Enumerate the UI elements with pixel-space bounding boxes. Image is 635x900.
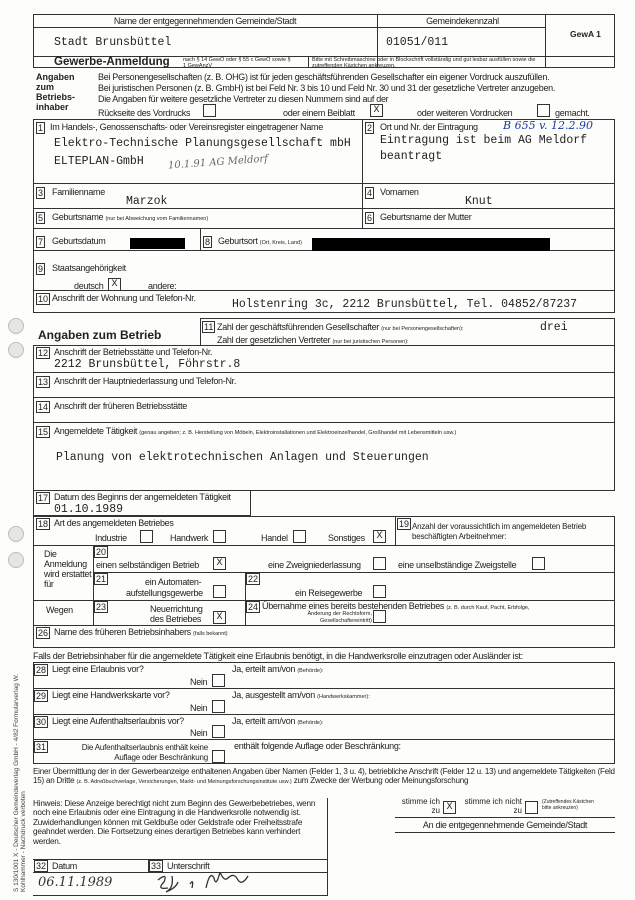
gemacht-label: gemacht. bbox=[555, 108, 590, 118]
field-1-value-2[interactable]: ELTEPLAN-GmbH bbox=[54, 155, 144, 168]
field-22-label: ein Reisegewerbe bbox=[295, 588, 363, 598]
sonstiges-label: Sonstiges bbox=[328, 533, 365, 543]
stimme-nicht-checkbox[interactable] bbox=[525, 801, 538, 814]
field-32-label: Datum bbox=[52, 861, 78, 871]
handwerk-checkbox[interactable] bbox=[213, 530, 226, 543]
field-13-label: Anschrift der Hauptniederlassung und Telefon-Nr. bbox=[54, 376, 237, 386]
unselbst-label: eine unselbständige Zweigstelle bbox=[398, 560, 517, 570]
form-code: GewA 1 bbox=[570, 29, 601, 39]
field-30-note: (Behörde): bbox=[297, 720, 324, 726]
field-21-label-2: aufstellungsgewerbe bbox=[126, 588, 203, 598]
field-number: 18 bbox=[38, 519, 49, 529]
handwerkskarte-nein-checkbox[interactable] bbox=[212, 700, 225, 713]
field-2-label: Ort und Nr. der Eintragung bbox=[380, 122, 478, 132]
field-number: 8 bbox=[205, 237, 211, 247]
field-15-note: (genau angeben; z. B. Herstellung von Möbeln, Elektroinstallationen und Elektroeinzelhandel, Großhandel mit Lebensmitteln usw.) bbox=[139, 430, 457, 436]
field-29-label: Liegt eine Handwerkskarte vor? bbox=[52, 690, 170, 700]
opt-rueckseite-label: Rückseite des Vordrucks bbox=[98, 108, 191, 118]
selbst-label: einen selbständigen Betrieb bbox=[96, 560, 199, 570]
nein-label: Nein bbox=[190, 703, 208, 713]
erlaubnis-nein-checkbox[interactable] bbox=[212, 674, 225, 687]
field-11-label-2: Zahl der gesetzlichen Vertreter bbox=[217, 335, 331, 345]
field-11-note-2: (nur bei juristischen Personen): bbox=[332, 339, 409, 345]
field-number: 14 bbox=[38, 402, 49, 412]
nein-label: Nein bbox=[190, 677, 208, 687]
field-11-label-1: Zahl der geschäftsführenden Gesellschafter bbox=[217, 322, 379, 332]
punch-hole bbox=[8, 552, 24, 568]
form-title: Gewerbe-Anmeldung bbox=[54, 56, 170, 68]
field-33-label: Unterschrift bbox=[167, 861, 210, 871]
field-7-label: Geburtsdatum bbox=[52, 236, 106, 246]
field-number: 22 bbox=[248, 574, 259, 584]
owner-instruction-2: Bei juristischen Personen (z. B. GmbH) ist bei Feld Nr. 3 bis 10 und Feld Nr. 30 und 31 der gesetzliche Vertreter anzugeben. bbox=[98, 83, 556, 93]
consent-text bbox=[33, 767, 615, 787]
gemeinde-label: Name der entgegennehmenden Gemeinde/Stadt bbox=[113, 16, 297, 26]
field-12-label: Anschrift der Betriebsstätte und Telefon-Nr. bbox=[54, 347, 213, 357]
instructions: Bitte mit Schreibmaschine oder in Blockschrift vollständig und gut lesbar ausfüllen sowie die zutreffenden Kästchen ankreuzen. bbox=[312, 57, 536, 69]
field-26-label: Name des früheren Betriebsinhabers bbox=[54, 627, 191, 637]
field-5-label: Geburtsname bbox=[52, 212, 104, 222]
field-15-value[interactable]: Planung von elektrotechnischen Anlagen und Steuerungen bbox=[56, 451, 429, 464]
field-3-label: Familienname bbox=[52, 187, 105, 197]
reisegewerbe-checkbox[interactable] bbox=[373, 585, 386, 598]
nein-label: Nein bbox=[190, 728, 208, 738]
field-number: 26 bbox=[38, 628, 49, 638]
kennzahl-label: Gemeindekennzahl bbox=[426, 16, 499, 26]
field-30-label: Liegt eine Aufenthaltserlaubnis vor? bbox=[52, 716, 184, 726]
field-32-value[interactable]: 06.11.1989 bbox=[38, 875, 113, 890]
field-19-label-1: Anzahl der voraussichtlich im angemeldeten Betrieb bbox=[412, 522, 587, 531]
field-11-value[interactable]: drei bbox=[540, 321, 568, 334]
consent-line-2a: Tätigkeiten (Feld 15) an Dritte bbox=[33, 767, 615, 785]
field-number: 21 bbox=[96, 574, 107, 584]
field-24-note-2: Änderung der Rechtsform, bbox=[307, 611, 372, 617]
permit-intro: Falls der Betriebsinhaber für die angemeldete Tätigkeit eine Erlaubnis benötigt, in die Handwerksrolle einzutragen oder Ausländer ist: bbox=[33, 651, 523, 661]
industrie-label: Industrie bbox=[95, 533, 127, 543]
consent-note: (Zutreffendes Kästchen bitte ankreuzen) bbox=[542, 799, 594, 811]
field-10-label: Anschrift der Wohnung und Telefon-Nr. bbox=[52, 293, 196, 303]
field-number: 19 bbox=[399, 519, 410, 529]
stimme-nicht-label: stimme ich nicht zu bbox=[464, 797, 522, 815]
keine-auflage-checkbox[interactable] bbox=[212, 750, 225, 763]
field-number: 11 bbox=[204, 322, 214, 332]
field-number: 24 bbox=[248, 602, 259, 612]
field-number: 13 bbox=[38, 377, 49, 387]
field-11-note-1: (nur bei Personengesellschaften): bbox=[381, 326, 464, 332]
field-21-label-1: ein Automaten- bbox=[145, 577, 202, 587]
field-number: 30 bbox=[36, 717, 47, 727]
field-3-value[interactable]: Marzok bbox=[126, 195, 168, 208]
legal-basis: nach § 14 GewO oder § 55 c GewO sowie § 1 GewAnzV bbox=[183, 57, 291, 69]
field-number: 33 bbox=[151, 861, 162, 871]
field-29-ja: Ja, ausgestellt am/von bbox=[232, 690, 315, 700]
field-number: 23 bbox=[96, 602, 107, 612]
field-6-label: Geburtsname der Mutter bbox=[380, 212, 472, 222]
rueckseite-checkbox[interactable] bbox=[203, 104, 216, 117]
field-number: 17 bbox=[38, 493, 49, 503]
betrieb-heading: Angaben zum Betrieb bbox=[38, 328, 162, 342]
stimme-zu-checkbox[interactable]: X bbox=[443, 801, 456, 814]
field-2-value-1[interactable]: Eintragung ist beim AG Meldorf bbox=[380, 134, 588, 147]
field-number: 9 bbox=[38, 264, 44, 274]
field-17-label: Datum des Beginns der angemeldeten Tätigkeit bbox=[54, 492, 231, 502]
field-1-handwritten-note: 10.1.91 AG Meldorf bbox=[167, 153, 269, 172]
field-24-note: (z. B. durch Kauf, Pacht, Erbfolge, bbox=[446, 605, 530, 611]
punch-hole bbox=[8, 318, 24, 334]
field-10-value[interactable]: Holstenring 3c, 2212 Brunsbüttel, Tel. 04852/87237 bbox=[232, 298, 578, 311]
field-number: 6 bbox=[367, 213, 373, 223]
field-1-label: Im Handels-, Genossenschafts- oder Vereinsregister eingetragener Name bbox=[50, 122, 323, 132]
field-24-label: Übernahme eines bereits bestehenden Betriebes bbox=[262, 601, 445, 611]
consent-line-2-note: (z. B. Adreßbuchverlage, Versicherungen, Markt- und Meinungsforschungsinstitute usw.) bbox=[76, 779, 292, 785]
aufenthalt-nein-checkbox[interactable] bbox=[212, 725, 225, 738]
field-17-value[interactable]: 01.10.1989 bbox=[54, 503, 124, 516]
signature bbox=[150, 872, 280, 896]
field-number: 28 bbox=[36, 665, 47, 675]
addressee-label: An die entgegennehmende Gemeinde/Stadt bbox=[422, 820, 588, 830]
field-5-note: (nur bei Abweichung vom Familiennamen) bbox=[105, 216, 209, 222]
side-imprint: S 130/1001 X - Deutscher Gemeindeverlag GmbH - 4/82 Formularverlag W. Kohlhammer - Nachdruck verboten bbox=[13, 673, 27, 892]
field-30-ja: Ja, erteilt am/von bbox=[232, 716, 296, 726]
stimme-zu-label: stimme ich zu bbox=[401, 797, 440, 815]
deutsch-label: deutsch bbox=[74, 281, 104, 291]
redacted-birthplace bbox=[312, 238, 550, 251]
field-24-note-3: Gesellschaftereintritt) bbox=[320, 618, 372, 624]
field-number: 15 bbox=[38, 427, 49, 437]
field-14-label: Anschrift der früheren Betriebsstätte bbox=[54, 401, 187, 411]
redacted-birthdate bbox=[130, 238, 185, 249]
punch-hole bbox=[8, 342, 24, 358]
field-28-ja: Ja, erteilt am/von bbox=[232, 664, 296, 674]
sonstiges-checkbox[interactable]: X bbox=[373, 530, 386, 543]
weitere-checkbox[interactable] bbox=[537, 104, 550, 117]
consent-line-2b: zum Zwecke der Werbung oder Meinungsforschung bbox=[293, 776, 469, 785]
field-23-label-1: Neuerrichtung bbox=[150, 604, 203, 614]
notice-text: Hinweis: Diese Anzeige berechtigt nicht zum Beginn des Gewerbebetriebes, wenn noch eine Erlaubnis oder eine Eintragung in die Handwerksrolle notwendig ist. Zuwiderhandlungen können mit Geldbuße oder Geldstrafe oder Freiheitsstrafe geahndet werden. Die Fortsetzung eines derartigen Betriebes kann verhindert werden. bbox=[33, 799, 316, 846]
handel-label: Handel bbox=[261, 533, 288, 543]
automaten-checkbox[interactable] bbox=[213, 585, 226, 598]
field-number: 2 bbox=[367, 123, 373, 133]
deutsch-checkbox[interactable]: X bbox=[108, 278, 121, 291]
owner-heading: Angaben zum Betriebs-inhaber bbox=[36, 72, 76, 112]
zweigniederlassung-checkbox[interactable] bbox=[373, 557, 386, 570]
field-26-note: (falls bekannt) bbox=[193, 631, 228, 637]
consent-line-1: Einer Übermittlung der in der Gewerbeanzeige enthaltenen Angaben über Namen (Felder 1, 3 u. 4), betriebliche Anschrift (Felder 12 u. 13) und angemeldete bbox=[33, 767, 557, 776]
field-number: 1 bbox=[38, 123, 44, 133]
opt-beiblatt-label: oder einem Beiblatt bbox=[283, 108, 355, 118]
field-number: 5 bbox=[38, 213, 44, 223]
field-number: 31 bbox=[36, 742, 47, 752]
field-number: 4 bbox=[367, 188, 373, 198]
field-number: 12 bbox=[38, 348, 49, 358]
field-31-right-label: enthält folgende Auflage oder Beschränkung: bbox=[234, 741, 401, 751]
zweigniederlassung-label: eine Zweigniederlassung bbox=[268, 560, 361, 570]
neuerrichtung-checkbox[interactable]: X bbox=[213, 611, 226, 624]
unselbst-checkbox[interactable] bbox=[532, 557, 545, 570]
owner-instruction-3: Die Angaben für weitere gesetzliche Vertreter zu diesen Nummern sind auf der bbox=[98, 94, 389, 104]
field-8-label: Geburtsort bbox=[218, 236, 258, 246]
opt-weitere-label: oder weiteren Vordrucken bbox=[417, 108, 513, 118]
field-number: 20 bbox=[96, 547, 107, 557]
field-4-value[interactable]: Knut bbox=[465, 195, 493, 208]
field-number: 32 bbox=[36, 861, 47, 871]
field-number: 7 bbox=[38, 237, 44, 247]
owner-instruction-1: Bei Personengesellschaften (z. B. OHG) ist für jeden geschäftsführenden Gesellschafter ein eigener Vordruck auszufüllen. bbox=[98, 72, 550, 82]
field-number: 29 bbox=[36, 691, 47, 701]
punch-hole bbox=[8, 526, 24, 542]
field-29-note: (Handwerkskammer): bbox=[317, 694, 370, 700]
uebernahme-checkbox[interactable] bbox=[373, 610, 386, 623]
andere-label: andere: bbox=[148, 281, 177, 291]
industrie-checkbox[interactable] bbox=[140, 530, 153, 543]
field-23-label-2: des Betriebes bbox=[150, 614, 202, 624]
wegen-label: Wegen bbox=[46, 605, 73, 615]
field-28-label: Liegt eine Erlaubnis vor? bbox=[52, 664, 144, 674]
field-number: 3 bbox=[38, 188, 44, 198]
field-15-label: Angemeldete Tätigkeit bbox=[54, 426, 138, 436]
handel-checkbox[interactable] bbox=[293, 530, 306, 543]
field-2-handwritten-note: B 655 v. 12.2.90 bbox=[503, 119, 593, 132]
field-28-note: (Behörde): bbox=[297, 668, 324, 674]
field-31-label-1: Die Aufenthaltserlaubnis enthält keine bbox=[81, 743, 208, 752]
field-1-value-1[interactable]: Elektro-Technische Planungsgesellschaft mbH bbox=[54, 137, 351, 150]
anmeldung-label: Die Anmeldung wird erstattet für bbox=[44, 549, 92, 589]
field-2-value-2[interactable]: beantragt bbox=[380, 150, 443, 163]
field-12-value[interactable]: 2212 Brunsbüttel, Föhrstr.8 bbox=[54, 358, 241, 371]
field-8-note: (Ort, Kreis, Land) bbox=[259, 240, 302, 246]
field-18-label: Art des angemeldeten Betriebes bbox=[54, 518, 174, 528]
field-19-label-2: beschäftigten Arbeitnehmer: bbox=[412, 532, 507, 541]
field-9-label: Staatsangehörigkeit bbox=[52, 263, 126, 273]
field-4-label: Vornamen bbox=[380, 187, 419, 197]
field-31-label-2: Auflage oder Beschränkung bbox=[114, 753, 208, 762]
kennzahl-value: 01051/011 bbox=[386, 36, 449, 49]
field-number: 10 bbox=[38, 294, 49, 304]
handwerk-label: Handwerk bbox=[170, 533, 209, 543]
selbst-checkbox[interactable]: X bbox=[213, 557, 226, 570]
beiblatt-checkbox[interactable]: X bbox=[370, 104, 383, 117]
gemeinde-value: Stadt Brunsbüttel bbox=[54, 36, 172, 49]
